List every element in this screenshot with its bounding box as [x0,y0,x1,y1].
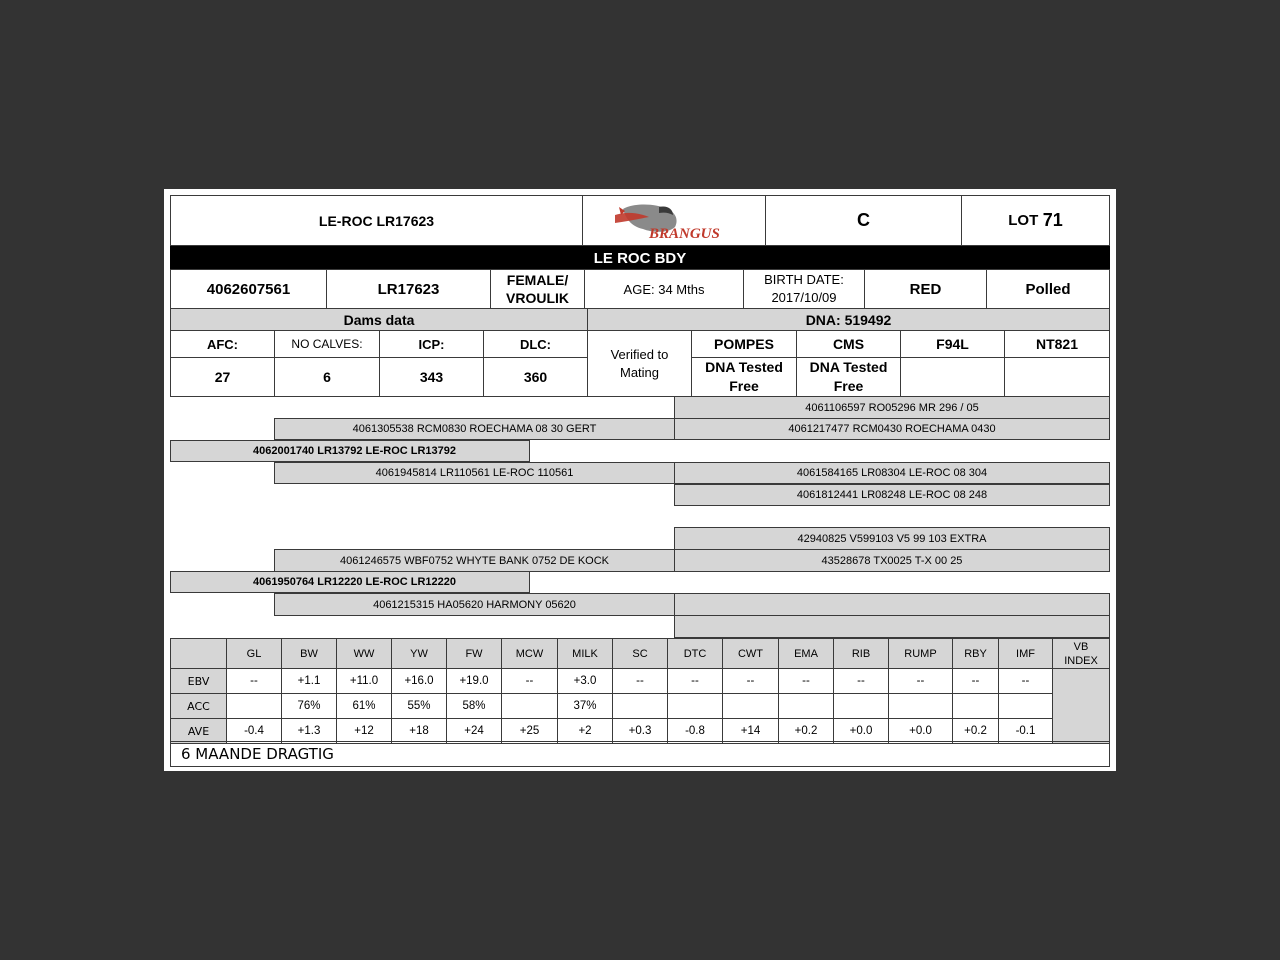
ebv-cell-text: 55% [407,700,431,712]
animal-id-name [170,195,583,246]
pedigree-dam-dam-sire [674,593,1110,616]
afc-label: AFC: [206,336,239,352]
reg-number: 4062607561 [206,280,291,298]
lot-label: LOT [1008,212,1039,229]
ebv-col-header-text: RUMP [904,647,937,660]
sex-cell [490,269,585,309]
horn-cell [986,269,1110,309]
ebv-row-label [170,668,227,694]
ebv-col-header [952,638,999,669]
ebv-col-header-text: GL [246,647,262,660]
dna-label: DNA: 519492 [805,311,892,328]
pedigree-text: 4061106597 RO05296 MR 296 / 05 [805,401,979,414]
icp-label: ICP: [418,336,445,352]
pedigree-dam-sire-dam [674,549,1110,572]
nt821-header [1004,330,1110,358]
ebv-col-header-text: YW [410,647,428,660]
bull-logo-icon [609,201,739,241]
pompes-value [691,357,797,397]
ebv-cell [667,693,723,719]
pompes-value-line2: Free [729,378,759,394]
pedigree-sire-dam-sire [674,462,1110,484]
cms-header [796,330,901,358]
pedigree-text: 4062001740 LR13792 LE-ROC LR13792 [253,445,457,457]
ebv-cell-text: +0.2 [794,725,818,737]
ebv-cell [667,668,723,694]
ebv-cell-text: +16.0 [404,675,434,687]
pedigree-dam [170,571,530,593]
ebv-cell-text: +1.1 [297,675,321,687]
cms-label: CMS [832,336,865,352]
vb-index-label: VB [1073,640,1089,653]
vb-index-header [1052,638,1110,669]
lot-card [164,189,1116,771]
pedigree-dam-dam-dam [674,615,1110,638]
horn-text: Polled [1025,280,1071,298]
ebv-cell [722,668,779,694]
ebv-cell [888,668,953,694]
pedigree-text: 4061217477 RCM0430 ROECHAMA 0430 [788,423,996,435]
ebv-col-header [833,638,889,669]
pompes-value-line1: DNA Tested [705,359,783,375]
pedigree-connector [274,462,275,484]
ebv-cell [952,693,999,719]
ebv-cell [281,668,337,694]
ebv-cell-text: 37% [573,700,597,712]
birth-date-cell [743,269,865,309]
sex-line1: FEMALE/ [506,272,569,288]
icp-header [379,330,484,358]
ebv-cell [722,693,779,719]
ebv-cell-text: -- [525,675,534,687]
vb-index-label: INDEX [1064,654,1098,667]
ebv-col-header [391,638,447,669]
ebv-cell [778,668,834,694]
birth-date: 2017/10/09 [771,290,837,305]
ebv-cell-text: -- [691,675,699,687]
ebv-col-header-text: CWT [737,647,764,660]
ebv-col-header [281,638,337,669]
brangus-logo [582,195,766,246]
icp-value-text: 343 [419,369,444,385]
ebv-cell-text: -- [1021,675,1030,687]
color-text: RED [909,280,942,298]
cms-value-line2: Free [833,378,864,394]
pedigree-sire-dam [274,462,675,484]
f94l-label: F94L [936,336,969,352]
ebv-row-label-text: AVE [187,724,210,738]
ebv-col-header [722,638,779,669]
lot-number: 71 [1042,210,1063,230]
ebv-col-header-text: WW [353,647,375,660]
note-text: 6 MAANDE DRAGTIG [181,745,334,763]
pedigree-text: 4061945814 LR110561 LE-ROC 110561 [375,467,574,479]
ebv-cell [998,668,1053,694]
ebv-cell-text: +1.3 [297,725,321,737]
ebv-cell-text: 61% [352,700,376,712]
animal-code: LR17623 [377,280,440,298]
ebv-cell [888,693,953,719]
ebv-col-header-text: IMF [1016,647,1035,660]
nt821-label: NT821 [1035,336,1079,352]
ebv-col-header [667,638,723,669]
pedigree-sire [170,440,530,462]
dlc-label: DLC: [519,336,552,352]
pedigree-text: 42940825 V599103 V5 99 103 EXTRA [797,532,987,545]
cms-value [796,357,901,397]
dlc-value [483,357,588,397]
ebv-cell-text: 58% [462,700,486,712]
pedigree-text: 4061812441 LR08248 LE-ROC 08 248 [796,489,988,501]
ebv-col-header [557,638,613,669]
logo-text: BRANGUS [649,225,720,241]
pedigree-dam-sire [274,549,675,572]
ebv-col-header-text: BW [300,647,318,660]
ebv-cell-text: -0.8 [685,725,705,737]
f94l-header [900,330,1005,358]
ebv-col-header-text: RIB [851,647,871,660]
ebv-cell-text: +12 [354,725,374,737]
ebv-cell [336,668,392,694]
afc-header [170,330,275,358]
ebv-cell [446,668,502,694]
ebv-cell [833,693,889,719]
icp-value [379,357,484,397]
ebv-cell-text: -- [857,675,865,687]
ebv-cell-text: +25 [519,725,540,737]
dams-label: Dams data [343,311,415,328]
ebv-cell-text: -- [250,675,258,687]
ebv-cell-text: -0.4 [244,725,264,737]
ebv-cell [391,668,447,694]
ebv-cell [778,693,834,719]
dams-data-header [170,308,588,331]
ebv-row-label-text: ACC [187,699,210,713]
ebv-cell-text: -- [802,675,810,687]
ebv-cell-text: -- [971,675,980,687]
animal-id-text: LE-ROC LR17623 [318,212,435,229]
ebv-col-header [226,638,282,669]
ebv-cell [501,693,558,719]
ebv-corner [170,638,227,669]
ebv-cell [833,668,889,694]
title-text: LE ROC BDY [593,249,687,267]
dlc-header [483,330,588,358]
ebv-cell [612,693,668,719]
pedigree-text: 4061950764 LR12220 LE-ROC LR12220 [253,576,457,588]
calves-header [274,330,380,358]
ebv-cell-text: +18 [409,725,429,737]
cms-value-line1: DNA Tested [809,359,888,375]
code-cell [326,269,491,309]
ebv-cell-text: +24 [464,725,484,737]
ebv-col-header [998,638,1053,669]
ebv-cell-text: 76% [297,700,321,712]
pedigree-dam-dam [274,593,675,616]
pedigree-text: 4061246575 WBF0752 WHYTE BANK 0752 DE KOCK [339,554,610,567]
ebv-col-header [501,638,558,669]
ebv-col-header-text: SC [632,647,648,660]
ebv-cell-text: +0.0 [849,725,873,737]
calves-value-text: 6 [323,369,331,385]
ebv-cell [952,668,999,694]
lot-cell [961,195,1110,246]
ebv-col-header [446,638,502,669]
age-cell [584,269,744,309]
ebv-cell-text: -- [916,675,925,687]
ebv-cell [391,693,447,719]
ebv-cell [557,693,613,719]
ebv-cell [336,693,392,719]
ebv-col-header [336,638,392,669]
ebv-cell [998,693,1053,719]
ebv-cell-text: -0.1 [1015,725,1036,737]
pedigree-sire-sire-dam [674,418,1110,440]
ebv-col-header-text: DTC [683,647,707,660]
ebv-cell-text: +3.0 [573,675,597,687]
ebv-cell [612,668,668,694]
ebv-col-header-text: MCW [515,647,544,660]
verified-cell [587,330,692,397]
pedigree-sire-dam-dam [674,484,1110,506]
ebv-cell-text: +0.3 [628,725,652,737]
pedigree-text: 43528678 TX0025 T-X 00 25 [821,554,963,567]
ebv-cell-text: +0.2 [964,725,987,737]
ebv-cell-text: +0.0 [909,725,932,737]
grade-text: C [857,210,870,230]
reg-number-cell [170,269,327,309]
ebv-cell-text: +19.0 [459,675,489,687]
ebv-col-header-text: MILK [572,647,598,660]
calves-value [274,357,380,397]
nt821-value [1004,357,1110,397]
verified-line2: Mating [619,364,660,380]
ebv-cell [446,693,502,719]
ebv-row-label [170,693,227,719]
pompes-label: POMPES [714,336,774,352]
pedigree-text: 4061215315 HA05620 HARMONY 05620 [373,598,576,611]
ebv-cell [281,693,337,719]
ebv-col-header [778,638,834,669]
pedigree-sire-sire [274,418,675,440]
dlc-value-text: 360 [523,369,548,385]
pompes-header [691,330,797,358]
ebv-cell-text: +2 [578,725,592,737]
sex-line2: VROULIK [506,290,569,306]
ebv-row-label-text: EBV [187,674,210,688]
title-bar [170,246,1110,270]
ebv-col-header-text: EMA [794,647,818,660]
ebv-col-header [888,638,953,669]
pedigree-sire-sire-sire [674,396,1110,419]
pedigree-text: 4061584165 LR08304 LE-ROC 08 304 [796,467,988,479]
f94l-value [900,357,1005,397]
grade-cell [765,195,962,246]
vb-index-value [1052,668,1110,744]
age-text: AGE: 34 Mths [623,281,705,297]
ebv-cell-text: -- [636,675,644,687]
ebv-col-header-text: FW [465,647,483,660]
pedigree-dam-sire-sire [674,527,1110,550]
ebv-cell [226,668,282,694]
ebv-col-header-text: RBY [964,647,987,660]
afc-value-text: 27 [214,369,231,385]
ebv-cell-text: +14 [740,725,761,737]
ebv-cell [226,693,282,719]
pedigree-text: 4061305538 RCM0830 ROECHAMA 08 30 GERT [352,423,597,435]
ebv-cell [557,668,613,694]
afc-value [170,357,275,397]
calves-label: NO CALVES: [291,337,363,351]
ebv-col-header [612,638,668,669]
dna-header [587,308,1110,331]
ebv-cell-text: -- [746,675,755,687]
color-cell [864,269,987,309]
birth-label: BIRTH DATE: [764,272,844,287]
verified-line1: Verified to [610,346,669,362]
ebv-cell [501,668,558,694]
ebv-cell-text: +11.0 [349,675,379,687]
note-row [170,741,1110,767]
